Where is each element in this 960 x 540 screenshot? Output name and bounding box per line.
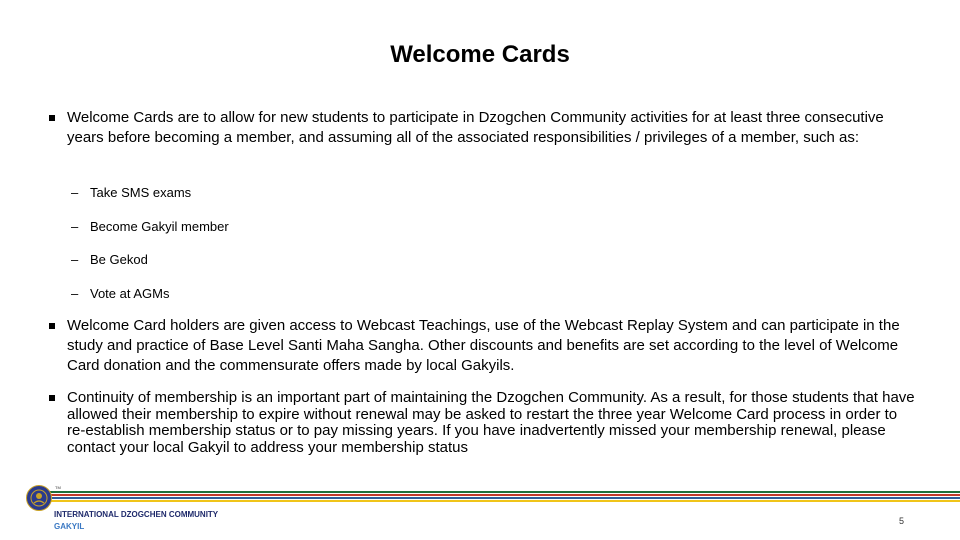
community-logo-icon	[26, 485, 52, 511]
sub-list-item	[71, 219, 229, 235]
trademark-mark: TM	[55, 485, 61, 490]
slide-title: Welcome Cards	[390, 41, 570, 68]
bullet-square-icon	[49, 323, 55, 329]
sub-item-text: Vote at AGMs	[90, 286, 170, 301]
dash-icon: –	[71, 219, 79, 234]
bullet-text: Welcome Card holders are given access to Webcast Teachings, use of the Webcast Replay System and can participate in the study and practice of Base Level Santi Maha Sangha. Other discounts and benefits are set according to the level of Welcome Card donation and the commensurate offers made by local Gakyils.	[67, 317, 900, 374]
dash-icon: –	[71, 286, 79, 301]
bullet-square-icon	[49, 395, 55, 401]
page-number: 5	[899, 516, 905, 526]
bullet-item	[67, 108, 917, 148]
sub-item-text: Take SMS exams	[90, 185, 192, 200]
dash-icon: –	[71, 185, 79, 200]
stripe-yellow	[44, 500, 960, 502]
sub-list-item	[71, 185, 192, 201]
stripe-green	[44, 491, 960, 493]
bullet-item	[67, 390, 917, 456]
sub-item-text: Be Gekod	[90, 252, 148, 267]
bullet-item	[67, 316, 917, 376]
stripe-blue	[44, 497, 960, 499]
sub-list-item	[71, 252, 148, 268]
bullet-text: Welcome Cards are to allow for new students to participate in Dzogchen Community activities for at least three consecutive years before becoming a member, and assuming all of the associated responsibilities / privileges of a member, such as:	[67, 109, 884, 146]
stripe-red	[44, 494, 960, 496]
bullet-square-icon	[49, 115, 55, 121]
footer-stripes	[44, 491, 960, 505]
bullet-text: Continuity of membership is an important part of maintaining the Dzogchen Community. As a result, for those students that have allowed their membership to expire without renewal may be asked to restart the three year Welcome Card process in order to re-establish membership status or to pay missing years. If you have inadvertently missed your membership renewal, please contact your local Gakyil to address your membership status	[67, 389, 915, 456]
org-name: INTERNATIONAL DZOGCHEN COMMUNITY	[54, 510, 219, 519]
sub-list-item	[71, 286, 170, 302]
dash-icon: –	[71, 252, 79, 267]
sub-item-text: Become Gakyil member	[90, 219, 229, 234]
org-subtitle: GAKYIL	[54, 522, 85, 531]
